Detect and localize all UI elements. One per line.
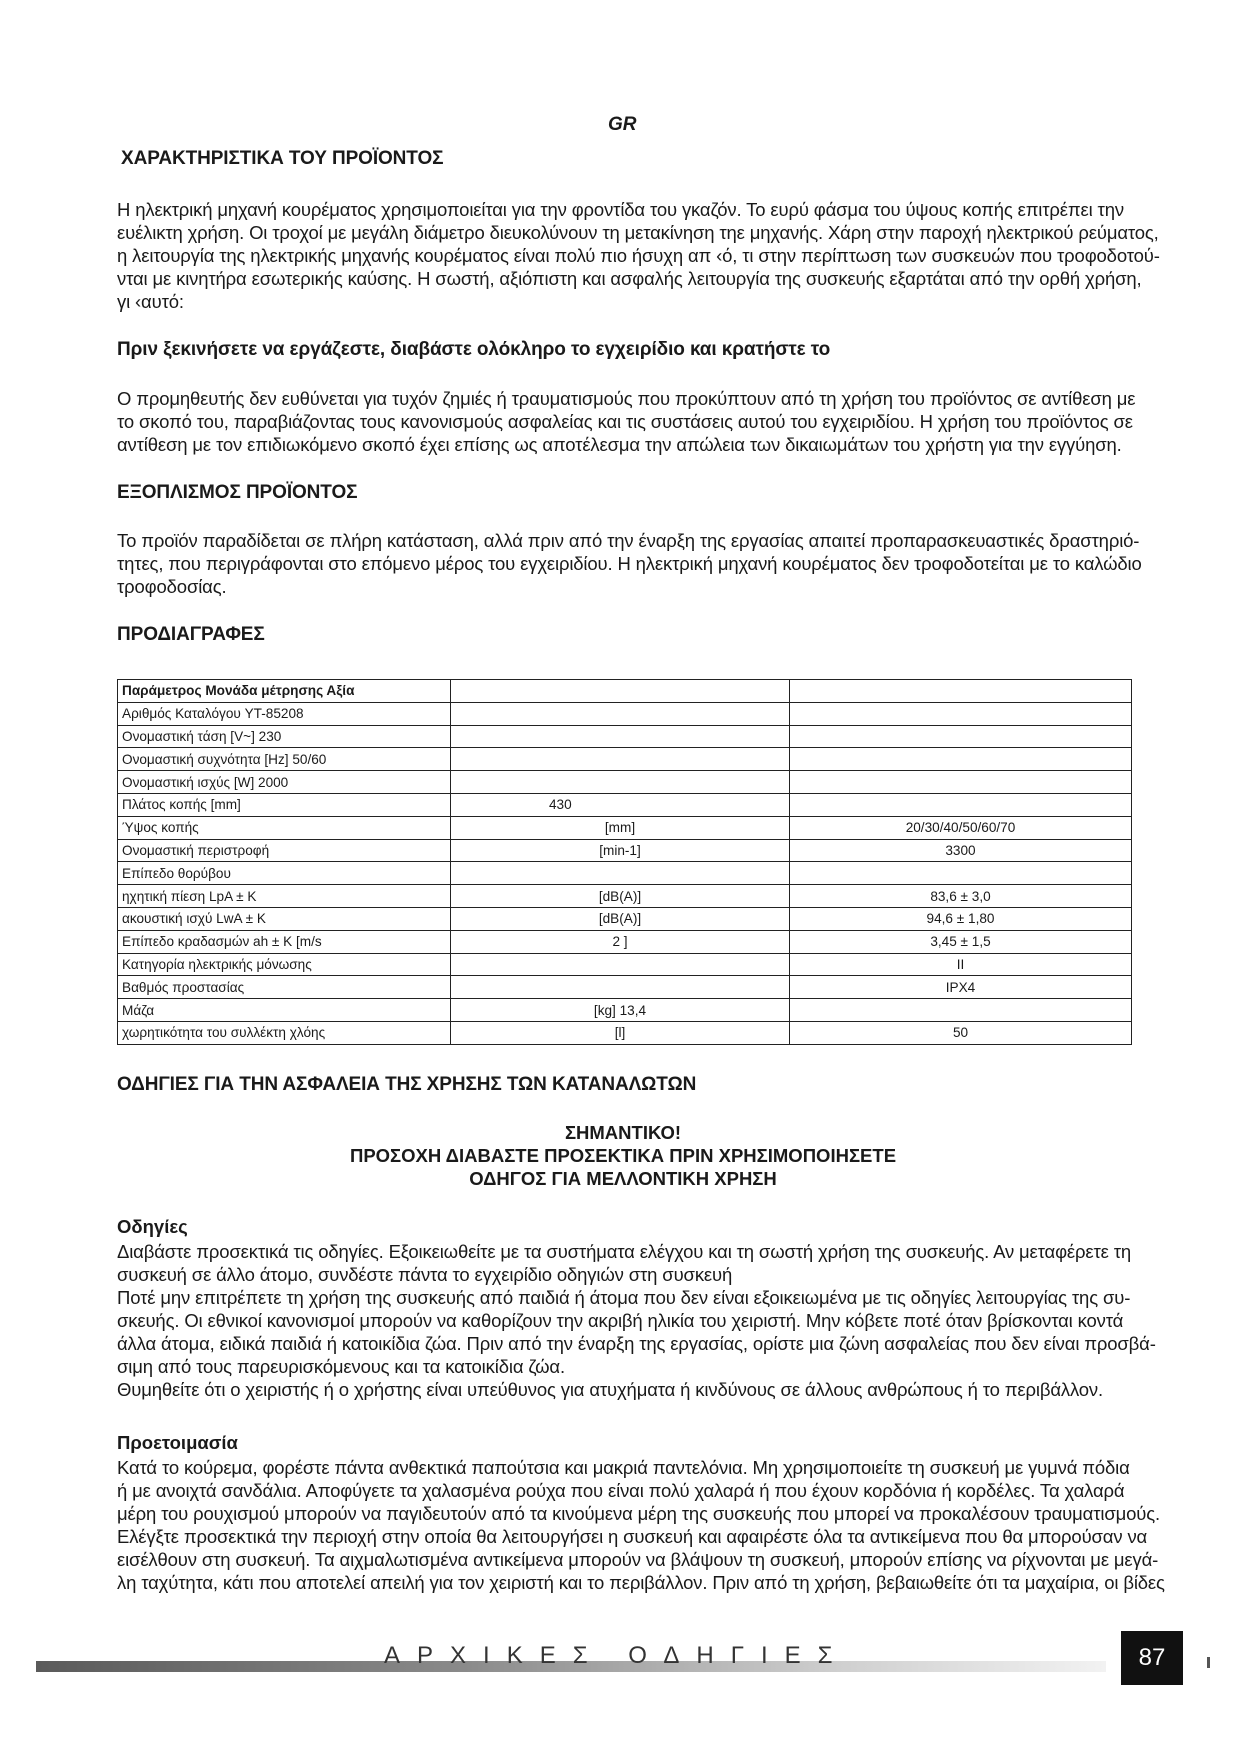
footer-title: ΑΡΧΙΚΕΣ ΟΔΗΓΙΕΣ — [384, 1642, 850, 1669]
text-line: μέρη του ρουχισμού μπορούν να παγιδευτούν από τα κινούμενα μέρη της συσκευής που μπορεί να προκαλέσουν τραυματισμούς. — [117, 1503, 1160, 1524]
table-cell: Παράμετρος Μονάδα μέτρησης Αξία — [118, 680, 451, 703]
table-cell — [451, 976, 790, 999]
table-cell: 2 ] — [451, 930, 790, 953]
text-line: Διαβάστε προσεκτικά τις οδηγίες. Εξοικειωθείτε με τα συστήματα ελέγχου και τη σωστή χρήση της συσκευής. Αν μεταφέρετε τη — [117, 1241, 1132, 1262]
text-line: Θυμηθείτε ότι ο χειριστής ή ο χρήστης είναι υπεύθυνος για ατυχήματα ή κινδύνους σε άλλους ανθρώπους ή το περιβάλλον. — [117, 1379, 1104, 1400]
language-code: GR — [608, 114, 637, 135]
text-line: συσκευή σε άλλο άτομο, συνδέστε πάντα το εγχειρίδιο οδηγιών στη συσκευή — [117, 1264, 733, 1285]
table-row — [118, 953, 1132, 976]
text-line: νται με κινητήρα εσωτερικής καύσης. Η σωστή, αξιόπιστη και ασφαλής λειτουργία της συσκευής εξαρτάται από την ορθή χρήση, — [117, 268, 1142, 289]
table-row — [118, 907, 1132, 930]
table-cell — [790, 999, 1132, 1022]
text-line: εισέλθουν στη συσκευή. Τα αιχμαλωτισμένα αντικείμενα μπορούν να βλάψουν τη συσκευή, μπορούν επίσης να ρίχνονται με μεγά- — [117, 1549, 1159, 1570]
text-line: αντίθεση με τον επιδιωκόμενο σκοπό έχει επίσης ως αποτέλεσμα την απώλεια των δικαιωμάτων του χρήστη για την εγγύηση. — [117, 434, 1122, 455]
table-cell — [451, 953, 790, 976]
important-notice — [117, 1121, 1129, 1190]
table-row — [118, 930, 1132, 953]
page-number: 87 — [1121, 1631, 1183, 1685]
table-row — [118, 816, 1132, 839]
important-line: ΟΔΗΓΟΣ ΓΙΑ ΜΕΛΛΟΝΤΙΚΗ ΧΡΗΣΗ — [469, 1168, 777, 1189]
section-title-features: ΧΑΡΑΚΤΗΡΙΣΤΙΚΑ ΤΟΥ ΠΡΟΪΟΝΤΟΣ — [121, 148, 444, 169]
read-manual-warning: Πριν ξεκινήσετε να εργάζεστε, διαβάστε ολόκληρο το εγχειρίδιο και κρατήστε το — [117, 339, 831, 360]
table-cell — [451, 748, 790, 771]
table-row — [118, 1021, 1132, 1044]
table-cell: 83,6 ± 3,0 — [790, 885, 1132, 908]
text-line: Ελέγξτε προσεκτικά την περιοχή στην οποία θα λειτουργήσει η συσκευή και αφαιρέστε όλα τα αντικείμενα που θα μπορούσαν να — [117, 1526, 1148, 1547]
table-row — [118, 680, 1132, 703]
table-cell: IPX4 — [790, 976, 1132, 999]
table-cell — [790, 680, 1132, 703]
table-row — [118, 748, 1132, 771]
text-line: Κατά το κούρεμα, φορέστε πάντα ανθεκτικά παπούτσια και μακριά παντελόνια. Μη χρησιμοποιείτε τη συσκευή με γυμνά πόδια — [117, 1457, 1130, 1478]
table-row — [118, 862, 1132, 885]
table-row — [118, 793, 1132, 816]
table-cell — [451, 702, 790, 725]
table-cell: 3,45 ± 1,5 — [790, 930, 1132, 953]
section-title-safety: ΟΔΗΓΙΕΣ ΓΙΑ ΤΗΝ ΑΣΦΑΛΕΙΑ ΤΗΣ ΧΡΗΣΗΣ ΤΩΝ ΚΑΤΑΝΑΛΩΤΩΝ — [117, 1074, 697, 1095]
text-line: Η ηλεκτρική μηχανή κουρέματος χρησιμοποιείται για την φροντίδα του γκαζόν. Το ευρύ φάσμα του ύψους κοπής επιτρέπει την — [117, 199, 1124, 220]
table-cell — [790, 771, 1132, 794]
table-cell: ηχητική πίεση LpA ± K — [118, 885, 451, 908]
important-line: ΠΡΟΣΟΧΗ ΔΙΑΒΑΣΤΕ ΠΡΟΣΕΚΤΙΚΑ ΠΡΙΝ ΧΡΗΣΙΜΟΠΟΙΗΣΕΤΕ — [349, 1145, 897, 1166]
liability-paragraph — [117, 387, 1135, 456]
table-cell: [min-1] — [451, 839, 790, 862]
text-line: η λειτουργία της ηλεκτρικής μηχανής κουρέματος είναι πολύ πιο ήσυχη απ ‹ό, τι στην περίπτωση των συσκευών που τροφοδοτού- — [117, 245, 1160, 266]
text-line: ή με ανοιχτά σανδάλια. Αποφύγετε τα χαλασμένα ρούχα που είναι πολύ χαλαρά ή που έχουν κορδόνια ή κορδέλες. Τα χαλαρά — [117, 1480, 1125, 1501]
text-line: λη ταχύτητα, κάτι που αποτελεί απειλή για τον χειριστή και το περιβάλλον. Πριν από τη χρήση, βεβαιωθείτε ότι τα μαχαίρια, οι βίδες — [117, 1572, 1165, 1593]
table-cell: 94,6 ± 1,80 — [790, 907, 1132, 930]
table-row — [118, 885, 1132, 908]
table-row — [118, 839, 1132, 862]
table-cell: χωρητικότητα του συλλέκτη χλόης — [118, 1021, 451, 1044]
preparation-paragraph — [117, 1456, 1165, 1594]
table-cell: [kg] 13,4 — [451, 999, 790, 1022]
text-line: γι ‹αυτό: — [117, 291, 184, 312]
text-line: σκευής. Οι εθνικοί κανονισμοί μπορούν να καθορίζουν την ακριβή ηλικία του χειριστή. Μην κόβετε ποτέ όταν βρίσκονται κοντά — [117, 1310, 1124, 1331]
table-cell: Ονομαστική ισχύς [W] 2000 — [118, 771, 451, 794]
equipment-paragraph — [117, 529, 1142, 598]
table-cell: [mm] — [451, 816, 790, 839]
table-cell: Βαθμός προστασίας — [118, 976, 451, 999]
table-cell: [dB(A)] — [451, 885, 790, 908]
table-cell: II — [790, 953, 1132, 976]
instructions-paragraph — [117, 1240, 1156, 1401]
text-line: Το προϊόν παραδίδεται σε πλήρη κατάσταση, αλλά πριν από την έναρξη της εργασίας απαιτεί προπαρασκευαστικές δραστηριό- — [117, 530, 1140, 551]
table-cell: 3300 — [790, 839, 1132, 862]
table-cell: Επίπεδο θορύβου — [118, 862, 451, 885]
text-line: το σκοπό του, παραβιάζοντας τους κανονισμούς ασφαλείας και τις συστάσεις αυτού του εγχειριδίου. Η χρήση του προϊόντος σε — [117, 411, 1133, 432]
table-row — [118, 999, 1132, 1022]
table-cell: Ονομαστική περιστροφή — [118, 839, 451, 862]
table-cell: 20/30/40/50/60/70 — [790, 816, 1132, 839]
table-row — [118, 725, 1132, 748]
table-cell — [790, 862, 1132, 885]
text-line: τροφοδοσίας. — [117, 576, 227, 597]
table-cell — [451, 862, 790, 885]
table-cell — [451, 725, 790, 748]
table-row — [118, 976, 1132, 999]
table-row — [118, 702, 1132, 725]
table-cell — [790, 725, 1132, 748]
table-cell — [451, 771, 790, 794]
subsection-title-preparation: Προετοιμασία — [117, 1432, 238, 1453]
text-line: Ποτέ μην επιτρέπετε τη χρήση της συσκευής από παιδιά ή άτομα που δεν είναι εξοικειωμένα με τις οδηγίες λειτουργίας της συ- — [117, 1287, 1131, 1308]
table-cell — [790, 748, 1132, 771]
subsection-title-instructions: Οδηγίες — [117, 1216, 188, 1237]
table-cell: Μάζα — [118, 999, 451, 1022]
table-cell: Επίπεδο κραδασμών ah ± K [m/s — [118, 930, 451, 953]
table-cell — [790, 793, 1132, 816]
table-cell — [790, 702, 1132, 725]
table-row — [118, 771, 1132, 794]
table-cell: Αριθμός Καταλόγου YT-85208 — [118, 702, 451, 725]
table-cell: [dB(A)] — [451, 907, 790, 930]
table-cell: 430 — [451, 793, 790, 816]
edge-mark — [1207, 1657, 1210, 1668]
table-cell — [451, 680, 790, 703]
table-cell: Πλάτος κοπής [mm] — [118, 793, 451, 816]
features-paragraph — [117, 198, 1160, 313]
text-line: άλλα άτομα, ειδικά παιδιά ή κατοικίδια ζώα. Πριν από την έναρξη της εργασίας, ορίστε μια ζώνη ασφαλείας που δεν είναι προσβά- — [117, 1333, 1156, 1354]
specifications-table — [117, 679, 1132, 1045]
section-title-specs: ΠΡΟΔΙΑΓΡΑΦΕΣ — [117, 624, 265, 645]
important-line: ΣΗΜΑΝΤΙΚΟ! — [564, 1122, 682, 1143]
text-line: σιμη από τους παρευρισκόμενους και τα κατοικίδια ζώα. — [117, 1356, 565, 1377]
table-cell: ακουστική ισχύ LwA ± K — [118, 907, 451, 930]
table-cell: Κατηγορία ηλεκτρικής μόνωσης — [118, 953, 451, 976]
table-cell: Ονομαστική συχνότητα [Hz] 50/60 — [118, 748, 451, 771]
section-title-equipment: ΕΞΟΠΛΙΣΜΟΣ ΠΡΟΪΟΝΤΟΣ — [117, 482, 358, 503]
table-cell: Ονομαστική τάση [V~] 230 — [118, 725, 451, 748]
table-cell: [l] — [451, 1021, 790, 1044]
text-line: Ο προμηθευτής δεν ευθύνεται για τυχόν ζημιές ή τραυματισμούς που προκύπτουν από τη χρήση του προϊόντος σε αντίθεση με — [117, 388, 1136, 409]
table-cell: Ύψος κοπής — [118, 816, 451, 839]
table-cell: 50 — [790, 1021, 1132, 1044]
text-line: ευέλικτη χρήση. Οι τροχοί με μεγάλη διάμετρο διευκολύνουν τη μετακίνηση τηε μηχανής. Χάρη στην παροχή ηλεκτρικού ρεύματος, — [117, 222, 1159, 243]
text-line: τητες, που περιγράφονται στο επόμενο μέρος του εγχειριδίου. Η ηλεκτρική μηχανή κουρέματος δεν τροφοδοτείται με το καλώδιο — [117, 553, 1142, 574]
